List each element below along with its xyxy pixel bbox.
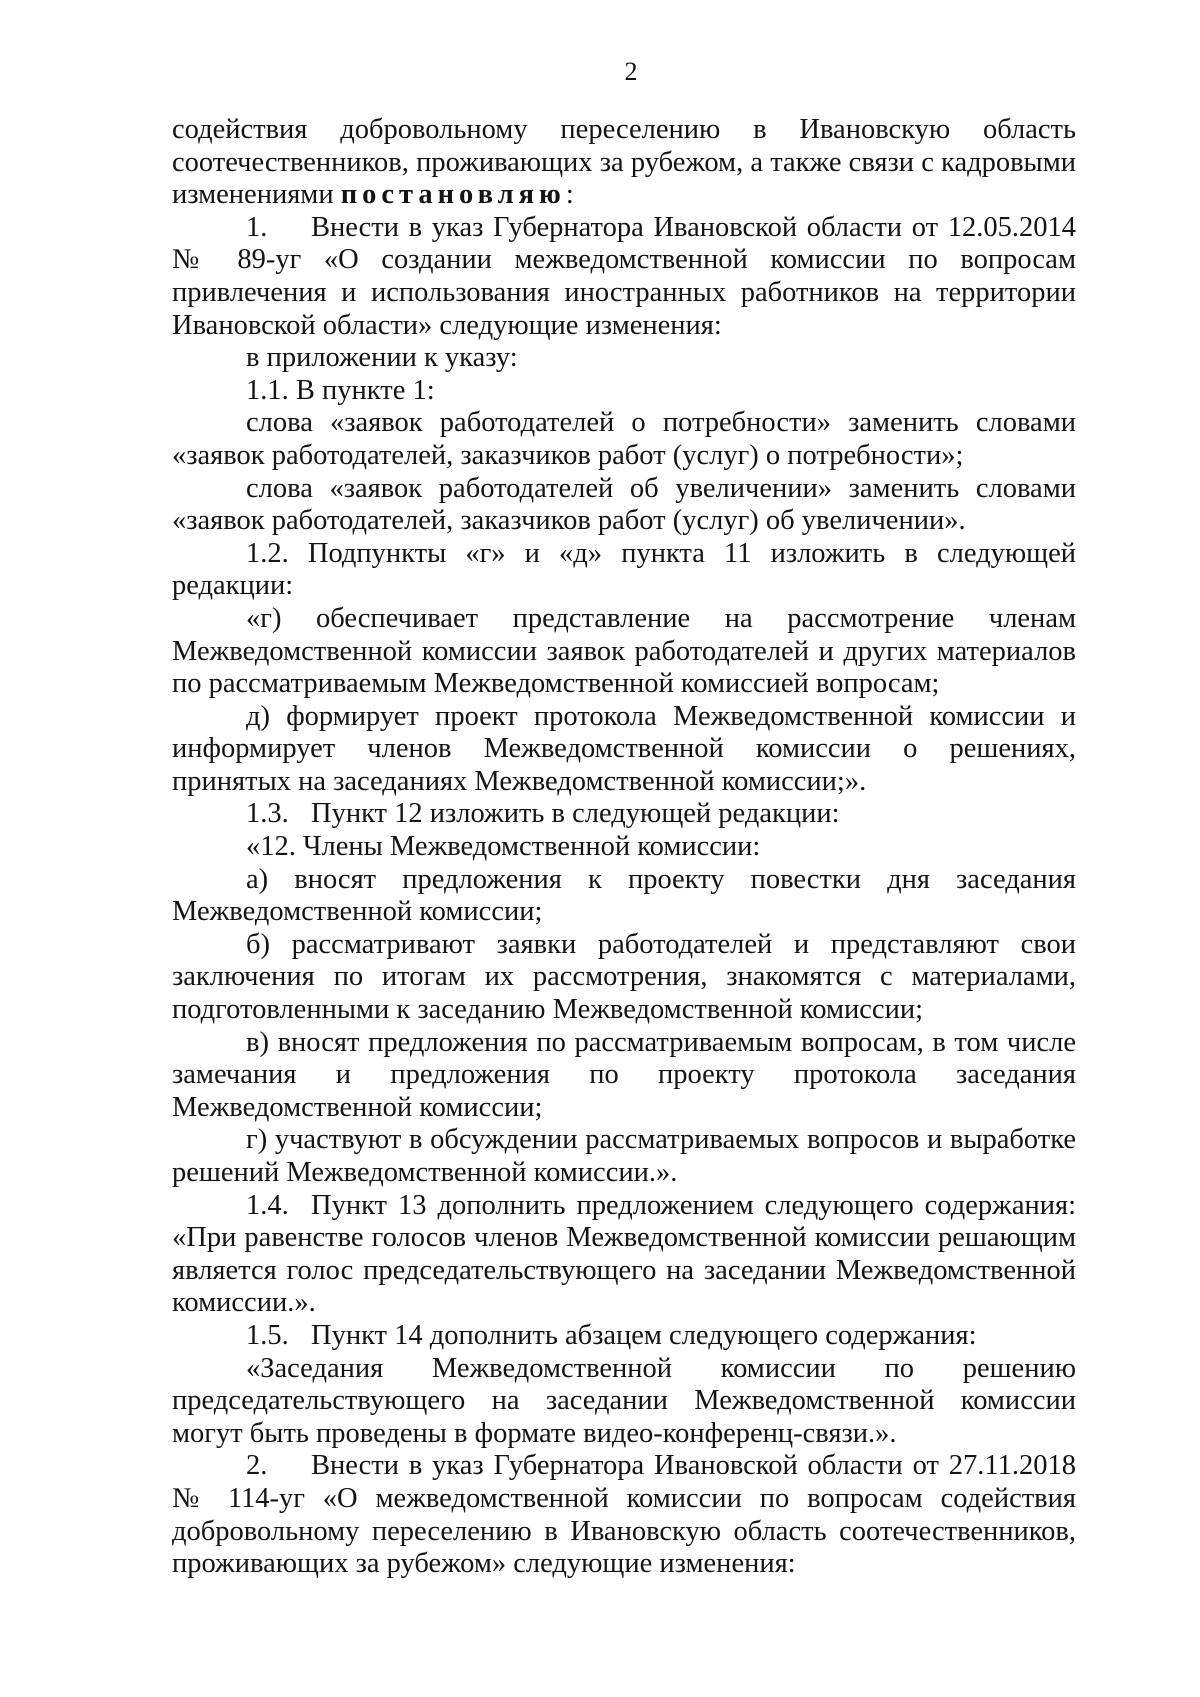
- item-number: 2.: [246, 1450, 268, 1482]
- item-number: 1.5.: [246, 1319, 289, 1351]
- paragraph-meetings: «Заседания Межведомственной комиссии по решению председательствующего на заседании Межведомственной комиссии могут быть проведены в формате видео-конференц-связи.».: [172, 1352, 1076, 1449]
- paragraph-annex: в приложении к указу:: [246, 342, 518, 374]
- page-number: 2: [624, 57, 638, 86]
- item-number: 1.4.: [246, 1189, 289, 1221]
- paragraph-item-1-2: 1.2. Подпункты «г» и «д» пункта 11 изложить в следующей редакции:: [172, 537, 1076, 602]
- paragraph-text: Внести в указ Губернатора Ивановской области от 27.11.2018 № 114-уг «О межведомственной комиссии по вопросам содействия добровольному переселению в Ивановскую область соотечественников, проживающих за рубежом» следующие изменения:: [172, 1450, 1076, 1580]
- paragraph-item-1-4: [172, 1190, 1076, 1320]
- paragraph-replace-2: слова «заявок работодателей об увеличении» заменить словами «заявок работодателей, заказчиков работ (услуг) об увеличении».: [172, 472, 1076, 537]
- paragraph-text: Пункт 14 дополнить абзацем следующего содержания:: [311, 1319, 977, 1351]
- item-number: 1.3.: [246, 798, 289, 830]
- paragraph-item-2: [172, 1450, 1076, 1580]
- paragraph-intro-colon: :: [565, 179, 574, 211]
- item-number: 1.: [246, 211, 268, 243]
- paragraph-subitem-d: д) формирует проект протокола Межведомственной комиссии и информирует членов Межведомственной комиссии о решениях, принятых на заседаниях Межведомственной комиссии;».: [172, 700, 1076, 797]
- paragraph-text: Внести в указ Губернатора Ивановской области от 12.05.2014 № 89-уг «О создании межведомственной комиссии по вопросам привлечения и использования иностранных работников на территории Ивановской области» следующие изменения:: [172, 211, 1076, 341]
- paragraph-replace-1: слова «заявок работодателей о потребности» заменить словами «заявок работодателей, заказчиков работ (услуг) о потребности»;: [172, 407, 1076, 471]
- document-body: [172, 114, 1076, 1581]
- paragraph-item-1: [172, 212, 1076, 342]
- paragraph-intro-text: содействия добровольному переселению в Ивановскую область соотечественников, проживающих за рубежом, а также связи с кадровыми изменениями: [172, 114, 1076, 211]
- paragraph-clause-12-a: а) вносят предложения к проекту повестки дня заседания Межведомственной комиссии;: [172, 863, 1076, 928]
- paragraph-subitem-g: «г) обеспечивает представление на рассмотрение членам Межведомственной комиссии заявок работодателей и других материалов по рассматриваемым Межведомственной комиссией вопросам;: [172, 602, 1076, 700]
- paragraph-item-1-5: [172, 1320, 1076, 1353]
- paragraph-clause-12: «12. Члены Межведомственной комиссии:: [246, 831, 761, 863]
- paragraph-intro: [172, 114, 1076, 212]
- paragraph-text: Пункт 13 дополнить предложением следующего содержания: «При равенстве голосов членов Межведомственной комиссии решающим является голос председательствующего на заседании Межведомственной комиссии.».: [172, 1189, 1076, 1319]
- paragraph-clause-12-v: в) вносят предложения по рассматриваемым вопросам, в том числе замечания и предложения по проекту протокола заседания Межведомственной комиссии;: [172, 1026, 1076, 1123]
- paragraph-text: Пункт 12 изложить в следующей редакции:: [311, 798, 840, 830]
- paragraph-clause-12-g: г) участвуют в обсуждении рассматриваемых вопросов и выработке решений Межведомственной комиссии.».: [172, 1124, 1076, 1188]
- paragraph-item-1-3: [172, 798, 1076, 831]
- paragraph-item-1-1: 1.1. В пункте 1:: [246, 374, 435, 406]
- paragraph-clause-12-b: б) рассматривают заявки работодателей и представляют свои заключения по итогам их рассмотрения, знакомятся с материалами, подготовленными к заседанию Межведомственной комиссии;: [172, 928, 1076, 1026]
- decree-keyword: постановляю: [340, 179, 566, 211]
